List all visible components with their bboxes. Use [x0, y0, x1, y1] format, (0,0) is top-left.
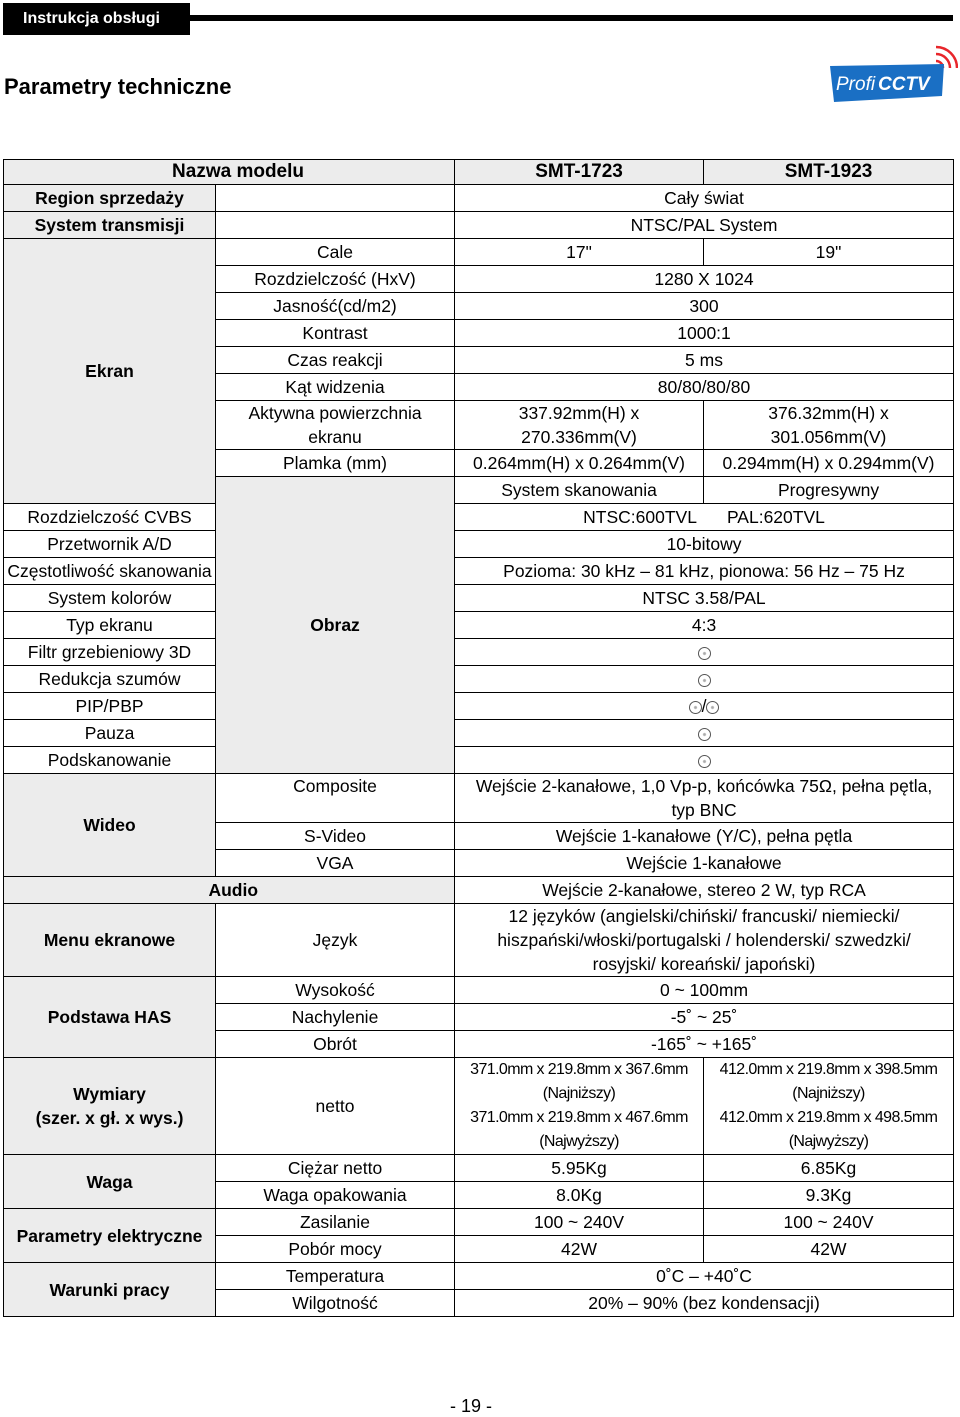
header-row	[4, 160, 954, 185]
cell-value: 0˚C – +40˚C	[455, 1263, 954, 1290]
cell-a: 17"	[455, 239, 704, 266]
value-line: typ BNC	[671, 800, 737, 820]
param-label: Podskanowanie	[4, 747, 216, 774]
cell-b: 100 ~ 240V	[704, 1209, 954, 1236]
table-row	[4, 904, 954, 977]
param-label: Zasilanie	[216, 1209, 455, 1236]
table-row	[4, 504, 954, 531]
cell-value: 4:3	[455, 612, 954, 639]
cell-a: 5.95Kg	[455, 1155, 704, 1182]
model-a: SMT-1723	[455, 160, 704, 185]
value-line: 337.92mm(H) x	[518, 403, 640, 423]
supported-icon	[689, 701, 702, 714]
group-warunki: Warunki pracy	[4, 1263, 216, 1317]
table-row	[4, 774, 954, 823]
param-label: Waga opakowania	[216, 1182, 455, 1209]
param-label: Język	[216, 904, 455, 977]
cell-value: 20% – 90% (bez kondensacji)	[455, 1290, 954, 1317]
group-elektr: Parametry elektryczne	[4, 1209, 216, 1263]
logo-text-cctv: CCTV	[878, 74, 930, 95]
cell-value: 80/80/80/80	[455, 374, 954, 401]
cell-value	[455, 774, 954, 823]
param-label: Wilgotność	[216, 1290, 455, 1317]
table-row	[4, 666, 954, 693]
cell-value	[455, 504, 954, 531]
separator: /	[701, 696, 707, 716]
supported-icon	[698, 728, 711, 741]
param-label: Nachylenie	[216, 1004, 455, 1031]
label-line: (szer. x gł. x wys.)	[35, 1108, 184, 1128]
value-line: rosyjski/ koreański/ japoński)	[592, 954, 816, 974]
cell-b	[704, 401, 954, 450]
param-label: Typ ekranu	[4, 612, 216, 639]
row-label: Region sprzedaży	[4, 185, 216, 212]
cell-value: -165˚ ~ +165˚	[455, 1031, 954, 1058]
param-label: netto	[216, 1058, 455, 1155]
cell-a	[455, 401, 704, 450]
value-line: (Najniższy)	[542, 1085, 616, 1102]
cell-value: 0 ~ 100mm	[455, 977, 954, 1004]
cell-a: 42W	[455, 1236, 704, 1263]
cell-value: 5 ms	[455, 347, 954, 374]
proficctv-logo	[826, 44, 958, 108]
param-label: Jasność(cd/m2)	[216, 293, 455, 320]
table-row	[4, 1209, 954, 1236]
label-line: Aktywna powierzchnia	[248, 403, 422, 423]
value-line: 12 języków (angielski/chiński/ francuski/ niemiecki/	[508, 906, 900, 926]
table-row	[4, 977, 954, 1004]
table-row	[4, 212, 954, 239]
header-tab: Instrukcja obsługi	[3, 3, 190, 35]
cell-value: 1280 X 1024	[455, 266, 954, 293]
param-label: Obrót	[216, 1031, 455, 1058]
cell-value	[455, 666, 954, 693]
cell-value: NTSC/PAL System	[455, 212, 954, 239]
param-label: Wysokość	[216, 977, 455, 1004]
table-row	[4, 877, 954, 904]
table-row	[4, 612, 954, 639]
supported-icon	[698, 647, 711, 660]
table-row	[4, 185, 954, 212]
table-row	[4, 693, 954, 720]
group-waga: Waga	[4, 1155, 216, 1209]
value-line: Wejście 2-kanałowe, 1,0 Vp-p, końcówka 75Ω, pełna pętla,	[475, 776, 933, 796]
cell-value	[455, 693, 954, 720]
param-label: Czas reakcji	[216, 347, 455, 374]
cell-value: NTSC 3.58/PAL	[455, 585, 954, 612]
table-row	[4, 1263, 954, 1290]
cell-b: 42W	[704, 1236, 954, 1263]
table-row	[4, 558, 954, 585]
value-line: 376.32mm(H) x	[768, 403, 889, 423]
param-label: Kontrast	[216, 320, 455, 347]
param-label: Rozdzielczość CVBS	[4, 504, 216, 531]
logo-text-profi: Profi	[836, 74, 876, 95]
cell-value	[455, 904, 954, 977]
value-line: 412.0mm x 219.8mm x 398.5mm	[719, 1061, 938, 1078]
row-label: System transmisji	[4, 212, 216, 239]
param-label: Częstotliwość skanowania	[4, 558, 216, 585]
page-title: Parametry techniczne	[4, 74, 232, 99]
cell-value	[455, 747, 954, 774]
cvbs-ntsc: NTSC:600TVL	[583, 507, 697, 527]
value-line: (Najniższy)	[792, 1085, 865, 1102]
table-row	[4, 585, 954, 612]
label-line: ekranu	[308, 427, 362, 447]
value-line: 301.056mm(V)	[770, 427, 887, 447]
param-label: System kolorów	[4, 585, 216, 612]
cell-value: Wejście 2-kanałowe, stereo 2 W, typ RCA	[455, 877, 954, 904]
cvbs-pal: PAL:620TVL	[726, 507, 825, 527]
model-b: SMT-1923	[704, 160, 954, 185]
supported-icon	[698, 755, 711, 768]
cell-value: 1000:1	[455, 320, 954, 347]
param-label: Temperatura	[216, 1263, 455, 1290]
value-line: hiszpański/włoski/portugalski / holenderski/ szwedzki/	[497, 930, 911, 950]
table-row	[4, 1058, 954, 1155]
cell-value: Wejście 1-kanałowe (Y/C), pełna pętla	[455, 823, 954, 850]
cell-value	[455, 639, 954, 666]
cell-a: 0.264mm(H) x 0.264mm(V)	[455, 450, 704, 477]
value-line: 412.0mm x 219.8mm x 498.5mm	[719, 1109, 938, 1126]
table-row	[4, 720, 954, 747]
param-label: Pauza	[4, 720, 216, 747]
model-label: Nazwa modelu	[4, 160, 455, 185]
supported-icon	[698, 674, 711, 687]
page-number: - 19 -	[450, 1396, 493, 1416]
cell-b: 9.3Kg	[704, 1182, 954, 1209]
cell-value: Pozioma: 30 kHz – 81 kHz, pionowa: 56 Hz – 75 Hz	[455, 558, 954, 585]
value-line: 371.0mm x 219.8mm x 467.6mm	[470, 1109, 688, 1126]
value-line: (Najwyższy)	[788, 1133, 869, 1150]
cell-b: 0.294mm(H) x 0.294mm(V)	[704, 450, 954, 477]
supported-icon	[706, 701, 719, 714]
value-line: (Najwyższy)	[539, 1133, 619, 1150]
cell-value: 300	[455, 293, 954, 320]
param-label: VGA	[216, 850, 455, 877]
cell-value: Progresywny	[704, 477, 954, 504]
cell-value: -5˚ ~ 25˚	[455, 1004, 954, 1031]
table-row	[4, 531, 954, 558]
header-rule	[190, 15, 953, 21]
param-label: PIP/PBP	[4, 693, 216, 720]
group-ekran: Ekran	[4, 239, 216, 504]
group-obraz: Obraz	[216, 477, 455, 774]
cell-a	[455, 1058, 704, 1155]
param-label: Cale	[216, 239, 455, 266]
param-label: Ciężar netto	[216, 1155, 455, 1182]
param-label: Redukcja szumów	[4, 666, 216, 693]
cell-value: 10-bitowy	[455, 531, 954, 558]
value-line: 371.0mm x 219.8mm x 367.6mm	[470, 1061, 688, 1078]
cell-value: Wejście 1-kanałowe	[455, 850, 954, 877]
table-row	[4, 1155, 954, 1182]
table-row	[4, 639, 954, 666]
group-wideo: Wideo	[4, 774, 216, 877]
group-wymiary	[4, 1058, 216, 1155]
cell-b	[704, 1058, 954, 1155]
cell-a: 100 ~ 240V	[455, 1209, 704, 1236]
cell-b: 19"	[704, 239, 954, 266]
param-label	[216, 401, 455, 450]
param-label: Przetwornik A/D	[4, 531, 216, 558]
value-line: 270.336mm(V)	[521, 427, 637, 447]
table-row	[4, 239, 954, 266]
cell-value: Cały świat	[455, 185, 954, 212]
table-row	[4, 747, 954, 774]
cell-b: 6.85Kg	[704, 1155, 954, 1182]
param-label: Composite	[216, 774, 455, 823]
group-audio: Audio	[4, 877, 455, 904]
blank-cell	[216, 185, 455, 212]
group-has: Podstawa HAS	[4, 977, 216, 1058]
param-label: Filtr grzebieniowy 3D	[4, 639, 216, 666]
label-line: Wymiary	[73, 1084, 146, 1104]
cell-value	[455, 720, 954, 747]
param-label: Plamka (mm)	[216, 450, 455, 477]
blank-cell	[216, 212, 455, 239]
param-label: System skanowania	[455, 477, 704, 504]
spec-table	[3, 159, 954, 1317]
group-menu: Menu ekranowe	[4, 904, 216, 977]
param-label: Kąt widzenia	[216, 374, 455, 401]
param-label: Rozdzielczość (HxV)	[216, 266, 455, 293]
cell-a: 8.0Kg	[455, 1182, 704, 1209]
param-label: Pobór mocy	[216, 1236, 455, 1263]
param-label: S-Video	[216, 823, 455, 850]
